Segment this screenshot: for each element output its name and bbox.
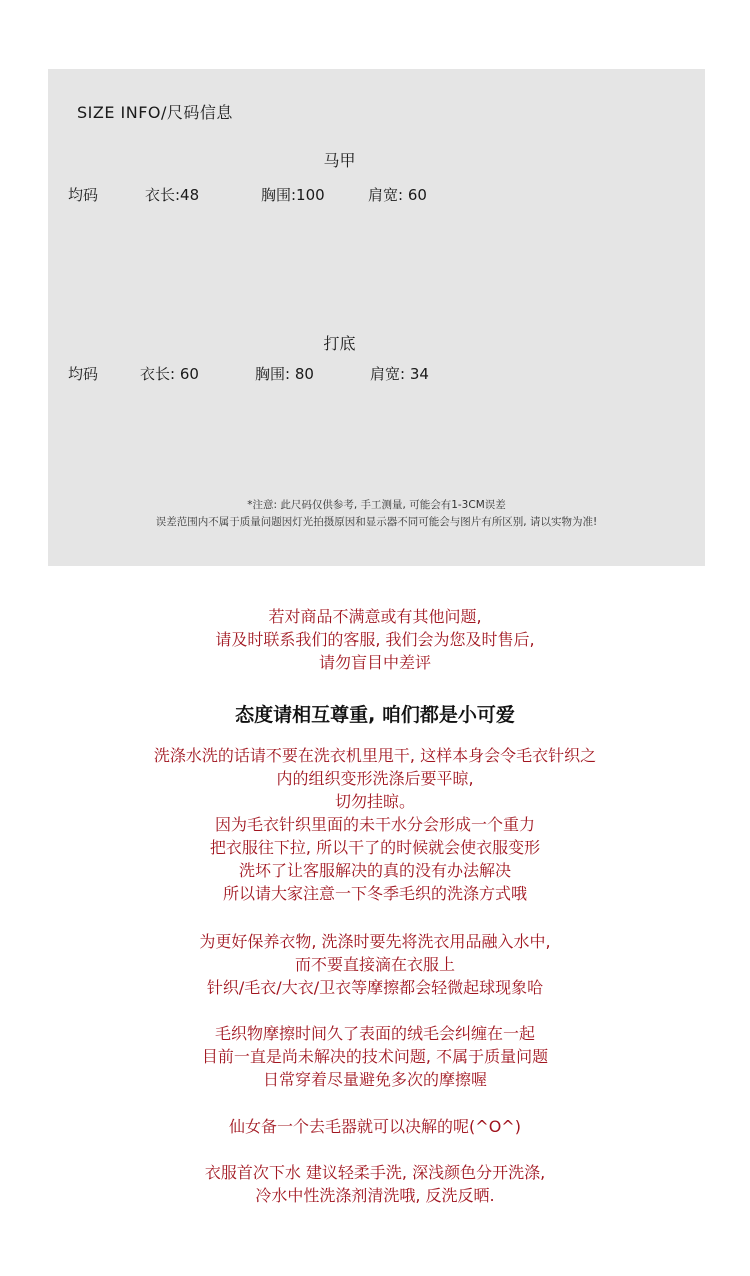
base-length: 衣长: 60	[140, 365, 199, 383]
base-shoulder: 肩宽: 34	[370, 365, 429, 383]
care-line: 针织/毛衣/大衣/卫衣等摩擦都会轻微起球现象哈	[206, 978, 544, 997]
washing-line: 洗坏了让客服解决的真的没有办法解决	[238, 861, 511, 880]
remover-line: 仙女备一个去毛器就可以决解的呢(^O^)	[229, 1117, 521, 1136]
base-heading: 打底	[323, 334, 356, 353]
washing-line: 洗涤水洗的话请不要在洗衣机里甩干, 这样本身会令毛衣针织之	[153, 746, 597, 765]
washing-line: 内的组织变形洗涤后要平晾,	[276, 769, 474, 788]
vest-chest: 胸围:100	[261, 186, 325, 204]
vest-shoulder: 肩宽: 60	[368, 186, 427, 204]
pilling-line: 毛织物摩擦时间久了表面的绒毛会纠缠在一起	[214, 1024, 535, 1043]
washing-line: 因为毛衣针织里面的未干水分会形成一个重力	[214, 815, 535, 834]
washing-line: 把衣服往下拉, 所以干了的时候就会使衣服变形	[209, 838, 541, 857]
base-size: 均码	[68, 365, 99, 383]
service-line: 请勿盲目中差评	[318, 653, 431, 672]
vest-heading: 马甲	[323, 151, 356, 170]
care-instructions	[0, 930, 750, 999]
washing-line: 所以请大家注意一下冬季毛织的洗涤方式哦	[222, 884, 527, 903]
washing-line: 切勿挂晾。	[334, 792, 415, 811]
size-note-line1: *注意: 此尺码仅供参考, 手工测量, 可能会有1-3CM误差	[247, 499, 506, 511]
pilling-notice	[0, 1022, 750, 1091]
first-wash-line: 冷水中性洗涤剂清洗哦, 反洗反晒.	[255, 1186, 495, 1205]
care-line: 为更好保养衣物, 洗涤时要先将洗衣用品融入水中,	[199, 932, 551, 951]
base-chest: 胸围: 80	[255, 365, 314, 383]
service-notice	[0, 605, 750, 674]
size-info-panel	[48, 69, 705, 566]
size-note-line2: 误差范围内不属于质量问题因灯光拍摄原因和显示器不同可能会与图片有所区别, 请以实物为准!	[155, 516, 598, 528]
pilling-line: 日常穿着尽量避免多次的摩擦喔	[262, 1070, 487, 1089]
vest-length: 衣长:48	[145, 186, 200, 204]
service-line: 请及时联系我们的客服, 我们会为您及时售后,	[215, 630, 535, 649]
care-line: 而不要直接滴在衣服上	[294, 955, 455, 974]
remover-tip	[0, 1115, 750, 1138]
pilling-line: 目前一直是尚未解决的技术问题, 不属于质量问题	[201, 1047, 549, 1066]
vest-size: 均码	[68, 186, 99, 204]
size-info-title: SIZE INFO/尺码信息	[77, 103, 233, 122]
motto-heading: 态度请相互尊重, 咱们都是小可爱	[235, 704, 515, 726]
service-line: 若对商品不满意或有其他问题,	[268, 607, 482, 626]
first-wash-line: 衣服首次下水 建议轻柔手洗, 深浅颜色分开洗涤,	[204, 1163, 546, 1182]
first-wash-tip	[0, 1161, 750, 1207]
washing-instructions	[0, 744, 750, 905]
